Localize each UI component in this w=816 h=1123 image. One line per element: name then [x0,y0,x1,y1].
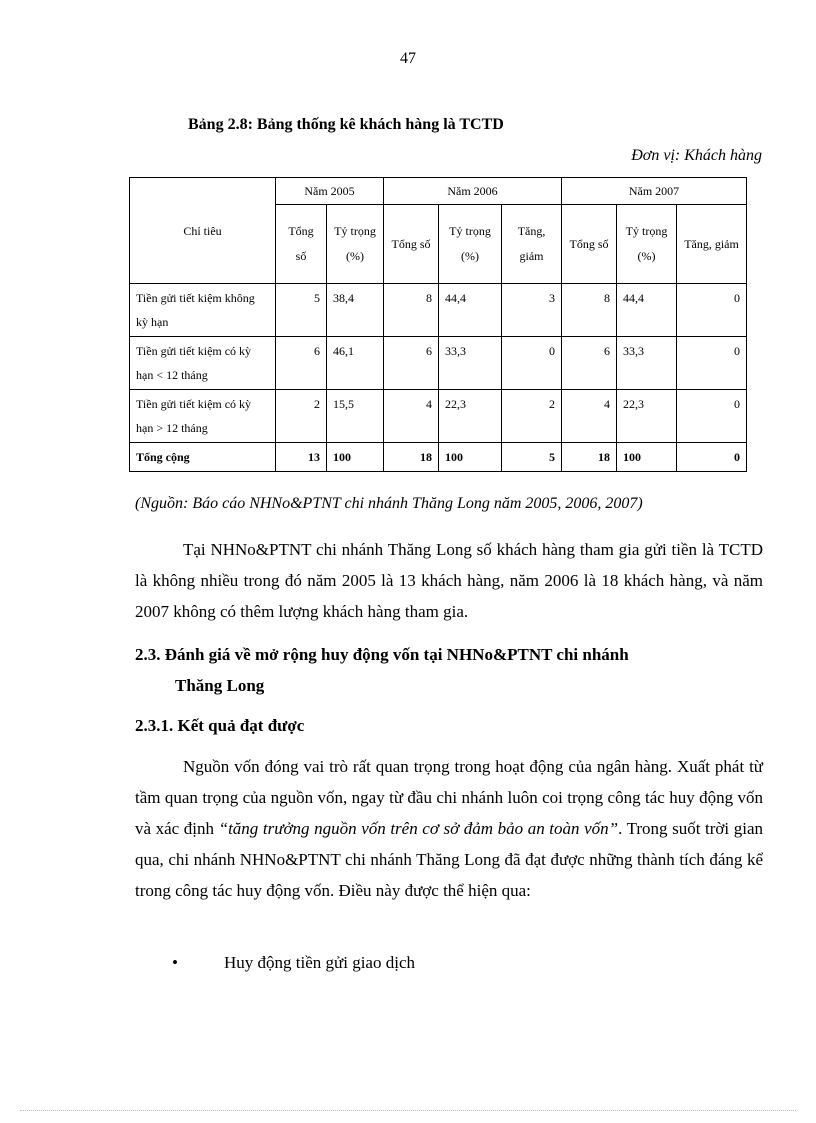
table-cell: 33,3 [439,337,502,390]
table-cell: 6 [384,337,439,390]
table-cell: 0 [677,443,747,472]
section-heading-2-3-1: 2.3.1. Kết quả đạt được [135,716,305,735]
section-heading-2-3 [135,639,763,701]
table-source-note: (Nguồn: Báo cáo NHNo&PTNT chi nhánh Thăng Long năm 2005, 2006, 2007) [135,495,643,512]
table-cell: 18 [384,443,439,472]
table-cell: 5 [276,284,327,337]
row-label: Tiền gửi tiết kiệm không kỳ hạn [130,284,276,337]
unit-note: Đơn vị: Khách hàng [631,147,762,164]
bullet-icon: • [172,953,178,972]
header-change: Tăng, giảm [677,205,747,284]
table-cell: 13 [276,443,327,472]
table-cell: 44,4 [617,284,677,337]
table-cell: 6 [276,337,327,390]
table-cell: 0 [677,337,747,390]
table-cell: 18 [562,443,617,472]
row-label: Tiền gửi tiết kiệm có kỳ hạn < 12 tháng [130,337,276,390]
header-share: Tỷ trọng (%) [327,205,384,284]
paragraph-text: . Trong suốt trời gian qua, chi nhánh NHNo&PTNT chi nhánh Thăng Long đã đạt được những thành tích đáng kể trong công tác huy động vốn. Điều này được thể hiện qua: [135,819,763,900]
table-total-row [130,443,747,472]
table-row [130,284,747,337]
table-cell: 38,4 [327,284,384,337]
table-cell: 22,3 [439,390,502,443]
header-total: Tổng số [384,205,439,284]
table-cell: 4 [562,390,617,443]
table-cell: 46,1 [327,337,384,390]
table-cell: 100 [327,443,384,472]
customer-statistics-table [129,177,747,472]
quoted-motto: “tăng trưởng nguồn vốn trên cơ sở đảm bảo an toàn vốn” [218,819,619,838]
paragraph-capital-mobilization [135,751,763,906]
table-title: Bảng 2.8: Bảng thống kê khách hàng là TCTD [188,116,504,133]
table-cell: 33,3 [617,337,677,390]
header-total: Tổng số [562,205,617,284]
table-cell: 22,3 [617,390,677,443]
table-cell: 2 [502,390,562,443]
header-year-2007: Năm 2007 [562,178,747,205]
header-criteria: Chỉ tiêu [130,178,276,284]
page-number: 47 [400,50,416,67]
table-cell: 6 [562,337,617,390]
table-cell: 0 [677,284,747,337]
table-row [130,390,747,443]
heading-line: Thăng Long [175,676,265,695]
header-share: Tỷ trọng (%) [439,205,502,284]
table-cell: 100 [439,443,502,472]
bullet-text: Huy động tiền gửi giao dịch [224,953,415,972]
table-cell: 0 [677,390,747,443]
table-cell: 5 [502,443,562,472]
table-cell: 2 [276,390,327,443]
row-label: Tổng cộng [130,443,276,472]
row-label: Tiền gửi tiết kiệm có kỳ hạn > 12 tháng [130,390,276,443]
table-cell: 15,5 [327,390,384,443]
heading-line: 2.3. Đánh giá về mở rộng huy động vốn tại NHNo&PTNT chi nhánh [135,645,629,664]
paragraph-text: Nguồn vốn đóng vai trò rất quan trọng trong hoạt động của ngân hàng. Xuất phát từ tầm quan trọng của nguồn vốn, ngay từ đầu chi nhánh luôn coi trọng công tác huy động vốn và xác định [135,757,763,838]
header-change: Tăng, giảm [502,205,562,284]
table-cell: 8 [384,284,439,337]
table-cell: 3 [502,284,562,337]
table-cell: 100 [617,443,677,472]
paragraph-text: Tại NHNo&PTNT chi nhánh Thăng Long số khách hàng tham gia gửi tiền là TCTD là không nhiều trong đó năm 2005 là 13 khách hàng, năm 2006 là 18 khách hàng, và năm 2007 không có thêm lượng khách hàng tham gia. [135,540,763,621]
header-share: Tỷ trọng (%) [617,205,677,284]
header-year-2006: Năm 2006 [384,178,562,205]
table-cell: 4 [384,390,439,443]
table-row [130,337,747,390]
header-year-2005: Năm 2005 [276,178,384,205]
table-cell: 44,4 [439,284,502,337]
table-cell: 0 [502,337,562,390]
header-total: Tổng số [276,205,327,284]
table-cell: 8 [562,284,617,337]
bullet-item [172,953,415,973]
page-bottom-rule [20,1110,796,1111]
paragraph-customer-summary [135,534,763,627]
